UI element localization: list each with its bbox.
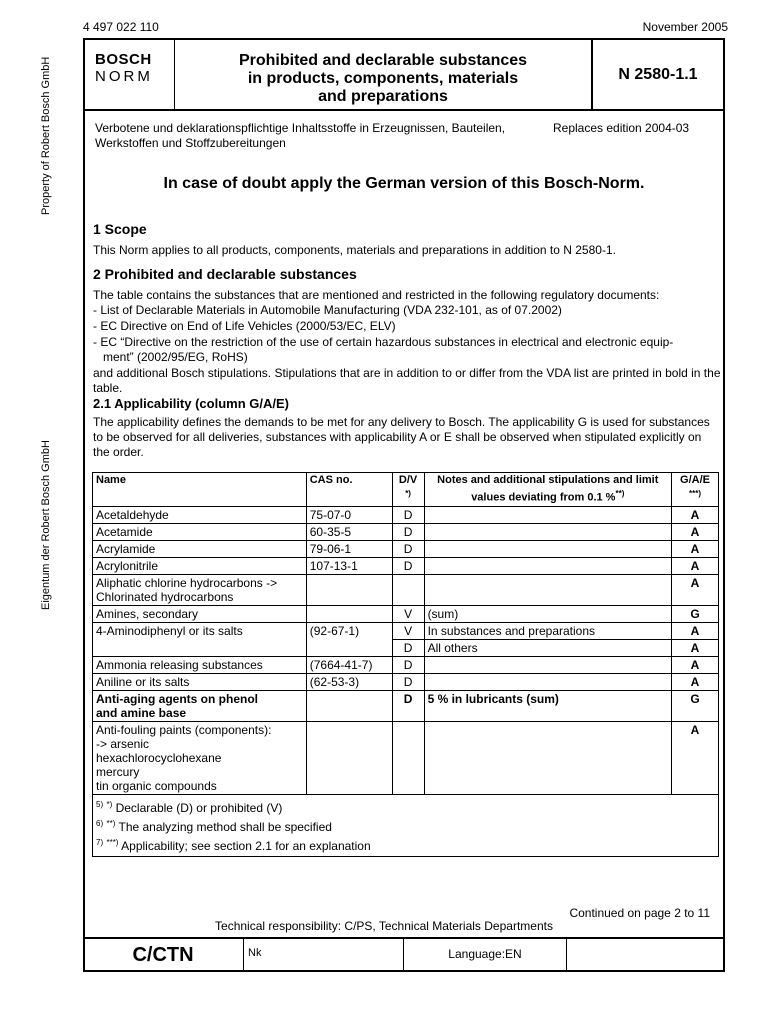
cell-name: Acrylonitrile <box>93 557 307 574</box>
cell-cas: 107-13-1 <box>306 557 392 574</box>
cell-gae: A <box>672 656 719 673</box>
title-line-3: and preparations <box>318 88 448 105</box>
cell-gae: A <box>672 557 719 574</box>
cell-dv <box>392 574 424 605</box>
cell-cas: (62-53-3) <box>306 673 392 690</box>
col-header-name: Name <box>93 473 307 507</box>
cell-notes: (sum) <box>424 605 671 622</box>
table-header-row <box>93 473 719 507</box>
german-title: Verbotene und deklarationspflichtige Inhaltsstoffe in Erzeugnissen, Bauteilen, Werkstoffen und Stoffzubereitungen <box>95 121 506 150</box>
col-header-cas: CAS no. <box>306 473 392 507</box>
cell-gae: A <box>672 622 719 639</box>
table-row <box>93 605 719 622</box>
table-row <box>93 557 719 574</box>
language: Language:EN <box>448 947 522 961</box>
cell-notes <box>424 523 671 540</box>
col-header-dv: D/V *) <box>392 473 424 507</box>
author-initials: Nk <box>244 939 404 972</box>
cell-cas: 79-06-1 <box>306 540 392 557</box>
table-row <box>93 721 719 794</box>
cell-name: Anti-fouling paints (components): -> arsenic hexachlorocyclohexane mercury tin organic compounds <box>93 721 307 794</box>
section-2-item: - EC Directive on End of Life Vehicles (2000/53/EC, ELV) <box>93 319 396 333</box>
cell-cas <box>306 721 392 794</box>
replaces-edition: Replaces edition 2004-03 <box>553 121 690 135</box>
cell-notes <box>424 721 671 794</box>
cell-notes <box>424 540 671 557</box>
cell-name: Acrylamide <box>93 540 307 557</box>
section-2-item: - EC “Directive on the restriction of the use of certain hazardous substances in electrical and electronic equip- <box>93 335 674 349</box>
cell-dv: D <box>392 523 424 540</box>
table-row <box>93 690 719 721</box>
section-2-heading: 2 Prohibited and declarable substances <box>93 266 357 282</box>
col-header-gae: G/A/E ***) <box>672 473 719 507</box>
substances-table <box>92 472 719 857</box>
section-2-outro: and additional Bosch stipulations. Stipulations that are in addition to or differ from the VDA list are printed in bold in the table. <box>93 366 721 395</box>
section-2-1-text: The applicability defines the demands to be met for any delivery to Bosch. The applicability G is used for substances to be observed for all deliveries, substances with applicability A or E shall be observed when stipulated explicitly on the order. <box>93 415 710 459</box>
cell-gae: A <box>672 673 719 690</box>
footer-blank-cell <box>566 939 725 972</box>
table-row <box>93 673 719 690</box>
cell-cas <box>306 605 392 622</box>
footer <box>83 937 725 972</box>
cell-cas: (92-67-1) <box>306 622 392 656</box>
cell-dv: D <box>392 673 424 690</box>
cell-dv: D <box>392 656 424 673</box>
cell-cas: 75-07-0 <box>306 506 392 523</box>
brand-norm: NORM <box>95 68 153 85</box>
cell-notes <box>424 673 671 690</box>
cell-dv: D <box>392 506 424 523</box>
cell-dv: D <box>392 690 424 721</box>
cell-cas: 60-35-5 <box>306 523 392 540</box>
footnote: $^{5)}$ *) Declarable (D) or prohibited (V) <box>96 799 283 815</box>
title-line-2: in products, components, materials <box>247 70 519 87</box>
col-header-notes: Notes and additional stipulations and limit values deviating from 0.1 %**) <box>424 473 671 507</box>
cell-notes: All others <box>424 639 671 656</box>
cell-dv: D <box>392 557 424 574</box>
section-1-heading: 1 Scope <box>93 221 147 237</box>
cell-name: Acetamide <box>93 523 307 540</box>
footnote-row <box>93 794 719 856</box>
cell-gae: G <box>672 605 719 622</box>
cell-cas <box>306 690 392 721</box>
document-title <box>175 40 593 109</box>
section-1-text: This Norm applies to all products, components, materials and preparations in addition to N 2580-1. <box>93 243 616 257</box>
section-2-1-heading: 2.1 Applicability (column G/A/E) <box>93 396 289 411</box>
cell-gae: A <box>672 721 719 794</box>
cell-name: Amines, secondary <box>93 605 307 622</box>
table-row <box>93 622 719 639</box>
cell-dv: V <box>392 622 424 639</box>
cell-cas: (7664-41-7) <box>306 656 392 673</box>
table-row <box>93 540 719 557</box>
footnote: $^{7)}$ ***) Applicability; see section 2.1 for an explanation <box>96 837 371 853</box>
technical-responsibility: Technical responsibility: C/PS, Technical Materials Departments <box>215 919 553 933</box>
cell-notes: In substances and preparations <box>424 622 671 639</box>
cell-dv: D <box>392 639 424 656</box>
section-2-intro: The table contains the substances that are mentioned and restricted in the following regulatory documents: <box>93 288 660 302</box>
cell-name: Anti-aging agents on phenol and amine base <box>93 690 307 721</box>
continued-note: Continued on page 2 to 11 <box>569 906 710 920</box>
cell-name: Aliphatic chlorine hydrocarbons -> Chlorinated hydrocarbons <box>93 574 307 605</box>
title-line-1: Prohibited and declarable substances <box>238 52 528 69</box>
side-ownership-note: Eigentum der Robert Bosch GmbH <box>40 440 52 610</box>
document-number: 4 497 022 110 <box>83 20 159 34</box>
cell-dv <box>392 721 424 794</box>
cell-name: Ammonia releasing substances <box>93 656 307 673</box>
cell-gae: A <box>672 639 719 656</box>
table-row <box>93 656 719 673</box>
cell-name: Acetaldehyde <box>93 506 307 523</box>
cell-dv: V <box>392 605 424 622</box>
cell-name: 4-Aminodiphenyl or its salts <box>93 622 307 656</box>
cell-notes <box>424 506 671 523</box>
department-code: C/CTN <box>83 939 244 972</box>
cell-name: Aniline or its salts <box>93 673 307 690</box>
header <box>85 40 723 111</box>
doubt-notice: In case of doubt apply the German version of this Bosch-Norm. <box>163 175 645 192</box>
cell-cas <box>306 574 392 605</box>
section-2-item: ment” (2002/95/EG, RoHS) <box>93 350 248 364</box>
cell-gae: A <box>672 506 719 523</box>
cell-dv: D <box>392 540 424 557</box>
document-date: November 2005 <box>642 20 728 34</box>
cell-gae: A <box>672 574 719 605</box>
cell-gae: G <box>672 690 719 721</box>
cell-notes: 5 % in lubricants (sum) <box>424 690 671 721</box>
norm-number: N 2580-1.1 <box>618 65 698 83</box>
cell-notes <box>424 656 671 673</box>
table-row <box>93 574 719 605</box>
cell-gae: A <box>672 523 719 540</box>
cell-notes <box>424 557 671 574</box>
brand-bosch: BOSCH <box>95 51 152 68</box>
footnote: $^{6)}$ **) The analyzing method shall be specified <box>96 818 332 834</box>
table-row <box>93 506 719 523</box>
cell-gae: A <box>672 540 719 557</box>
table-row <box>93 523 719 540</box>
section-2-item: - List of Declarable Materials in Automobile Manufacturing (VDA 232-101, as of 07.2002) <box>93 303 562 317</box>
bosch-norm-logo <box>85 40 175 109</box>
side-property-note: Property of Robert Bosch GmbH <box>40 56 52 215</box>
cell-notes <box>424 574 671 605</box>
